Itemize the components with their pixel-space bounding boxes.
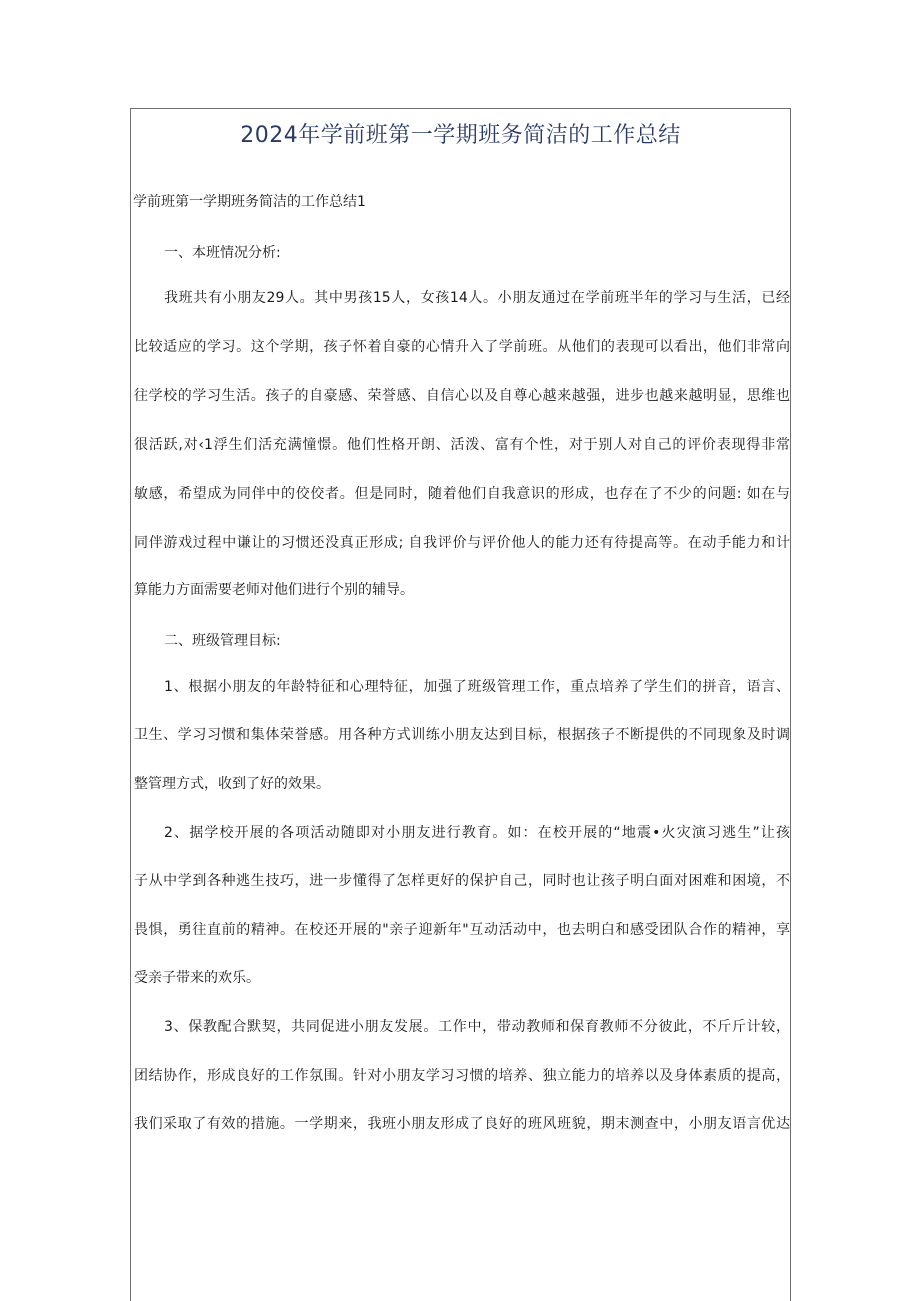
document-title: 2024年学前班第一学期班务简洁的工作总结 — [240, 123, 681, 148]
paragraph-line: 敏感，希望成为同伴中的佼佼者。但是同时，随着他们自我意识的形成，也存在了不少的问题: 如在与 — [134, 486, 790, 502]
paragraph-line: 往学校的学习生活。孩子的自豪感、荣誉感、自信心以及自尊心越来越强，进步也越来越明显，思维也 — [134, 388, 790, 404]
paragraph-line: 很活跃,对‹1浮生们活充满憧憬。他们性格开朗、活泼、富有个性，对于别人对自己的评价表现得非常 — [134, 437, 790, 453]
paragraph-line: 畏惧，勇往直前的精神。在校还开展的"亲子迎新年"互动活动中，也去明白和感受团队合作的精神，享 — [134, 922, 790, 938]
paragraph-line: 我班共有小朋友29人。其中男孩15人，女孩14人。小朋友通过在学前班半年的学习与生活，已经 — [164, 290, 790, 306]
paragraph-line: 受亲子带来的欢乐。 — [134, 970, 260, 986]
paragraph-line: 算能力方面需要老师对他们进行个别的辅导。 — [134, 582, 414, 598]
paragraph-line: 我们采取了有效的措施。一学期来，我班小朋友形成了良好的班风班貌，期末测查中，小朋友语言优达 — [134, 1116, 790, 1132]
document-subtitle: 学前班第一学期班务简洁的工作总结1 — [133, 194, 366, 210]
section-heading-analysis: 一、本班情况分析: — [164, 245, 281, 261]
section-heading-management: 二、班级管理目标: — [164, 633, 281, 649]
paragraph-line: 3、保教配合默契，共同促进小朋友发展。工作中，带动教师和保育教师不分彼此，不斤斤计较， — [164, 1019, 790, 1035]
paragraph-line: 同伴游戏过程中谦让的习惯还没真正形成; 自我评价与评价他人的能力还有待提高等。在动手能力和计 — [134, 535, 790, 551]
paragraph-line: 卫生、学习习惯和集体荣誉感。用各种方式训练小朋友达到目标，根据孩子不断提供的不同现象及时调 — [134, 727, 790, 743]
paragraph-line: 1、根据小朋友的年龄特征和心理特征，加强了班级管理工作，重点培养了学生们的拼音，语言、 — [164, 679, 790, 695]
paragraph-line: 比较适应的学习。这个学期，孩子怀着自豪的心情升入了学前班。从他们的表现可以看出，他们非常向 — [134, 339, 790, 355]
paragraph-line: 团结协作，形成良好的工作氛围。针对小朋友学习习惯的培养、独立能力的培养以及身体素质的提高， — [134, 1068, 790, 1084]
paragraph-line: 子从中学到各种逃生技巧，进一步懂得了怎样更好的保护自己，同时也让孩子明白面对困难和困境，不 — [134, 873, 790, 889]
paragraph-line: 整管理方式，收到了好的效果。 — [134, 776, 330, 792]
paragraph-line: 2、据学校开展的各项活动随即对小朋友进行教育。如：在校开展的“地震•火灾演习逃生”让孩 — [164, 825, 790, 841]
